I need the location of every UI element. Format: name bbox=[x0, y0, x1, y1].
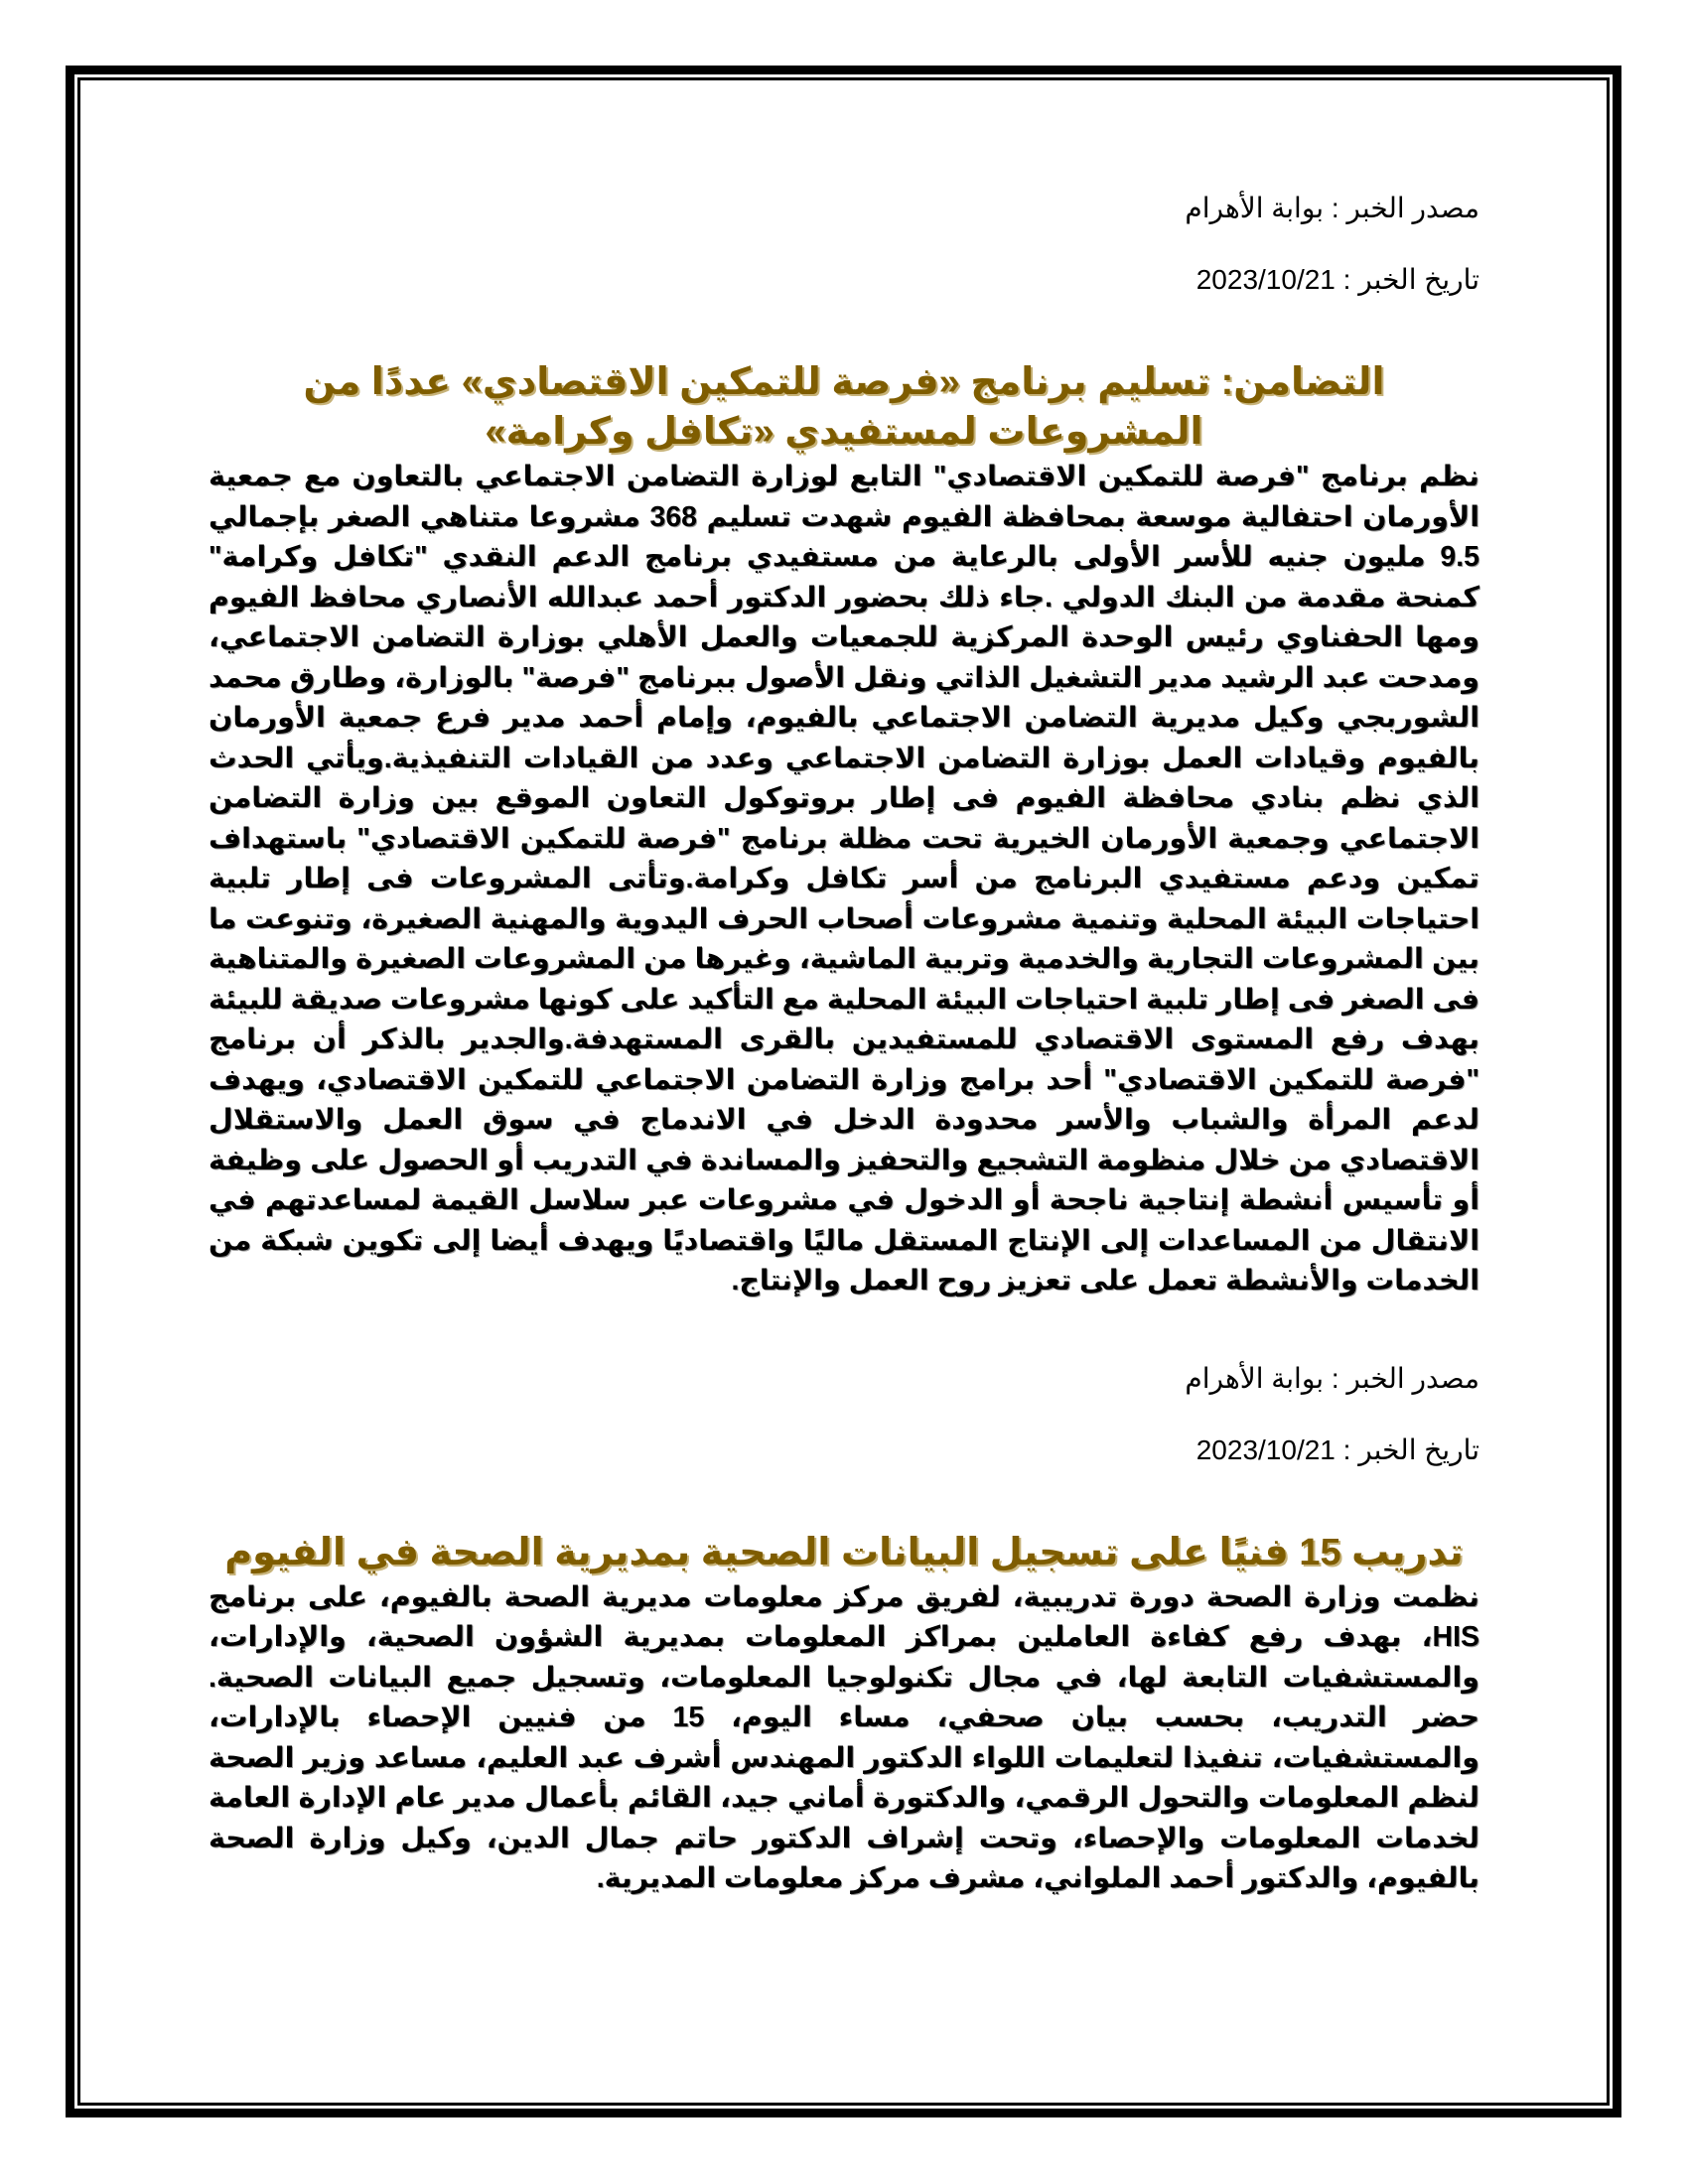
article-body: نظم برنامج "فرصة للتمكين الاقتصادي" التابع لوزارة التضامن الاجتماعي بالتعاون مع جمعية الأورمان احتفالية موسعة بمحافظة الفيوم شهدت تسليم 368 مشروعا متناهي الصغر بإجمالي 9.5 مليون جنيه للأسر الأولى بالرعاية من مستفيدي برنامج الدعم النقدي "تكافل وكرامة" كمنحة مقدمة من البنك الدولي .جاء ذلك بحضور الدكتور أحمد عبدالله الأنصاري محافظ الفيوم ومها الحفناوي رئيس الوحدة المركزية للجمعيات والعمل الأهلي بوزارة التضامن الاجتماعي، ومدحت عبد الرشيد مدير التشغيل الذاتي ونقل الأصول ببرنامج "فرصة" بالوزارة، وطارق محمد الشوربجي وكيل مديرية التضامن الاجتماعي بالفيوم، وإمام أحمد مدير فرع جمعية الأورمان بالفيوم وقيادات العمل بوزارة التضامن الاجتماعي وعدد من القيادات التنفيذية.ويأتي الحدث الذي نظم بنادي محافظة الفيوم فى إطار بروتوكول التعاون الموقع بين وزارة التضامن الاجتماعي وجمعية الأورمان الخيرية تحت مظلة برنامج "فرصة للتمكين الاقتصادي" باستهداف تمكين ودعم مستفيدي البرنامج من أسر تكافل وكرامة.وتأتى المشروعات فى إطار تلبية احتياجات البيئة المحلية وتنمية مشروعات أصحاب الحرف اليدوية والمهنية الصغيرة، وتنوعت ما بين المشروعات التجارية والخدمية وتربية الماشية، وغيرها من المشروعات الصغيرة والمتناهية فى الصغر فى إطار تلبية احتياجات البيئة المحلية مع التأكيد على كونها مشروعات صديقة للبيئة بهدف رفع المستوى الاقتصادي للمستفيدين بالقرى المستهدفة.والجدير بالذكر أن برنامج "فرصة للتمكين الاقتصادي" أحد برامج وزارة التضامن الاجتماعي للتمكين الاقتصادي، ويهدف لدعم المرأة والشباب والأسر محدودة الدخل في الاندماج في سوق العمل والاستقلال الاقتصادي من خلال منظومة التشجيع والتحفيز والمساندة في التدريب أو الحصول على وظيفة أو تأسيس أنشطة إنتاجية ناجحة أو الدخول في مشروعات عبر سلاسل القيمة لمساعدتهم في الانتقال من المساعدات إلى الإنتاج المستقل ماليًا واقتصاديًا ويهدف أيضا إلى تكوين شبكة من الخدمات والأنشطة تعمل على تعزيز روح العمل والإنتاج. bbox=[209, 461, 1479, 1297]
article-headline: تدريب 15 فنيًا على تسجيل البيانات الصحية بمديرية الصحة في الفيوم bbox=[224, 1531, 1464, 1573]
article-2 bbox=[209, 1359, 1479, 1899]
news-date: تاريخ الخبر : 2023/10/21 bbox=[1196, 264, 1479, 295]
article-headline: التضامن: تسليم برنامج «فرصة للتمكين الاقتصادي» عددًا من المشروعات لمستفيدي «تكافل وكرامة» bbox=[303, 361, 1385, 453]
news-source: مصدر الخبر : بوابة الأهرام bbox=[1185, 193, 1479, 223]
news-source: مصدر الخبر : بوابة الأهرام bbox=[1185, 1362, 1479, 1394]
article-body: نظمت وزارة الصحة دورة تدريبية، لفريق مركز معلومات مديرية الصحة بالفيوم، على برنامج HIS، بهدف رفع كفاءة العاملين بمراكز المعلومات بمديرية الشؤون الصحية، والإدارات، والمستشفيات التابعة لها، في مجال تكنولوجيا المعلومات، وتسجيل جميع البيانات الصحية. حضر التدريب، بحسب بيان صحفي، مساء اليوم، 15 من فنيين الإحصاء بالإدارات، والمستشفيات، تنفيذا لتعليمات اللواء الدكتور المهندس أشرف عبد العليم، مساعد وزير الصحة لنظم المعلومات والتحول الرقمي، والدكتورة أماني جيد، القائم بأعمال مدير عام الإدارة العامة لخدمات المعلومات والإحصاء، وتحت إشراف الدكتور حاتم جمال الدين، وكيل وزارة الصحة بالفيوم، والدكتور أحمد الملواني، مشرف مركز معلومات المديرية. bbox=[209, 1580, 1479, 1894]
article-1 bbox=[209, 189, 1479, 1301]
document-page bbox=[209, 189, 1479, 1899]
news-date: تاريخ الخبر : 2023/10/21 bbox=[1196, 1433, 1479, 1465]
